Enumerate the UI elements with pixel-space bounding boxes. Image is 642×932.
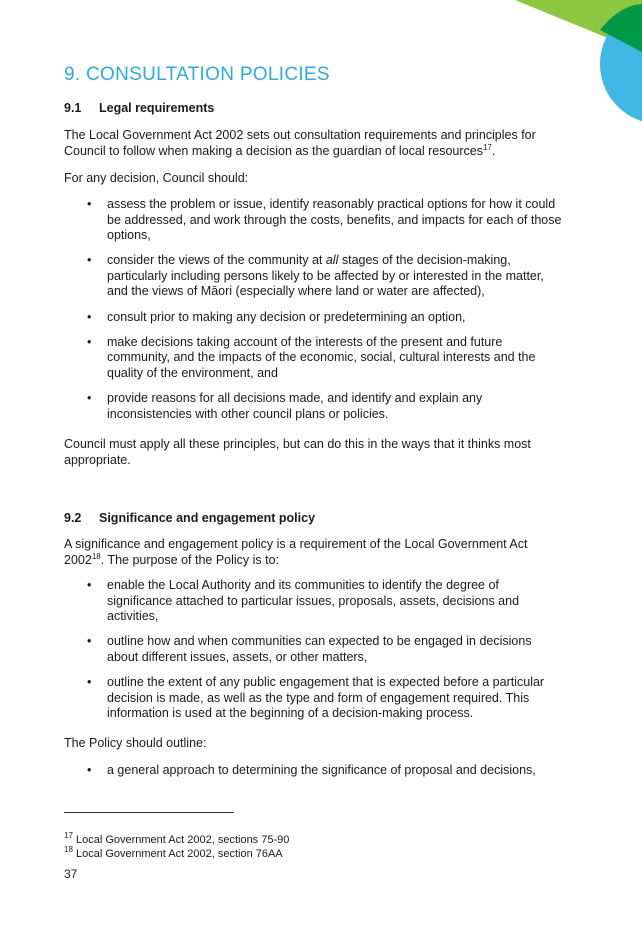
bullet-icon: • — [87, 309, 92, 324]
green-stripe-shape — [515, 0, 642, 52]
section-title: Legal requirements — [99, 101, 215, 115]
page-title: 9. CONSULTATION POLICIES — [64, 64, 330, 85]
list-item — [84, 763, 564, 779]
footnote — [64, 831, 290, 847]
list-item-text: provide reasons for all decisions made, and identify and explain any inconsistencies with other council plans or policies. — [107, 390, 483, 421]
list-item-text: outline the extent of any public engagement that is expected before a particular decision is made, as well as the type and form of engagement required. This information is used at the beginning of a decision-making process. — [107, 674, 545, 721]
list-item — [84, 310, 564, 326]
footnote — [64, 845, 283, 861]
list-item — [84, 253, 564, 300]
page-number: 37 — [64, 867, 78, 881]
intro-end: . The purpose of the Policy is to: — [100, 552, 280, 567]
bullet-icon: • — [87, 763, 92, 777]
intro-end: . — [491, 143, 496, 158]
list-item — [84, 197, 564, 244]
bullet-icon: • — [87, 578, 92, 592]
footnote-divider — [64, 812, 234, 813]
section-heading-9-1 — [64, 101, 214, 115]
bullet-icon: • — [87, 253, 92, 268]
section-number: 9.2 — [64, 511, 82, 525]
list-item-text: a general approach to determining the significance of proposal and decisions, — [107, 763, 536, 777]
bullet-icon: • — [87, 674, 92, 689]
footnote-number: 18 — [64, 845, 73, 854]
intro-text: A significance and engagement policy is a requirement of the Local Government Act 2002 — [64, 537, 528, 567]
bullet-icon: • — [87, 390, 92, 405]
dark-green-overlap-shape — [600, 4, 642, 52]
list-item-text: outline how and when communities can expected to be engaged in decisions about different issues, assets, or other matters, — [107, 634, 532, 664]
closing-paragraph: Council must apply all these principles, but can do this in the ways that it thinks most appropriate. — [64, 437, 531, 467]
list-item — [84, 391, 564, 422]
intro-text: The Local Government Act 2002 sets out consultation requirements and principles for Council to follow when making a decision as the guardian of local resources — [64, 128, 536, 158]
lead-paragraph: The Policy should outline: — [64, 736, 207, 750]
bullet-icon: • — [87, 334, 92, 349]
bullet-icon: • — [87, 634, 92, 649]
section-heading-9-2 — [64, 511, 315, 525]
list-item — [84, 634, 564, 665]
list-item-text: consider the views of the community at — [107, 253, 326, 268]
emphasis-text: all — [325, 253, 339, 268]
list-item — [84, 675, 564, 722]
footnote-ref: 17 — [482, 142, 492, 152]
list-item-text: stages of the decision-making, particularly including persons likely to be affected by or interested in the matter, and the views of Māori (especially where land or water are affected), — [107, 253, 544, 299]
list-item-text: assess the problem or issue, identify reasonably practical options for how it could be addressed, and work through the costs, benefits, and impacts for each of those options, — [107, 197, 562, 243]
list-item-text: consult prior to making any decision or predetermining an option, — [107, 309, 466, 324]
footnote-number: 17 — [64, 831, 73, 840]
list-item-text: make decisions taking account of the interests of the present and future community, and the impacts of the economic, social, cultural interests and the quality of the environment, and — [107, 334, 536, 380]
list-item — [84, 335, 564, 382]
policy-outline-list — [84, 763, 564, 788]
list-item — [84, 578, 564, 625]
intro-paragraph — [64, 128, 564, 159]
footnote-text: Local Government Act 2002, section 76AA — [75, 848, 283, 860]
blue-circle-shape — [600, 4, 642, 124]
footnote-ref: 18 — [91, 551, 101, 561]
decision-principles-list — [84, 197, 564, 432]
lead-paragraph: For any decision, Council should: — [64, 171, 249, 185]
policy-purpose-list — [84, 578, 564, 731]
intro-paragraph — [64, 537, 564, 568]
bullet-icon: • — [87, 197, 92, 211]
section-title: Significance and engagement policy — [99, 511, 316, 525]
section-number: 9.1 — [64, 101, 82, 115]
footnote-text: Local Government Act 2002, sections 75-90 — [75, 834, 290, 846]
list-item-text: enable the Local Authority and its communities to identify the degree of significance attached to particular issues, proposals, assets, decisions and activities, — [107, 578, 520, 624]
